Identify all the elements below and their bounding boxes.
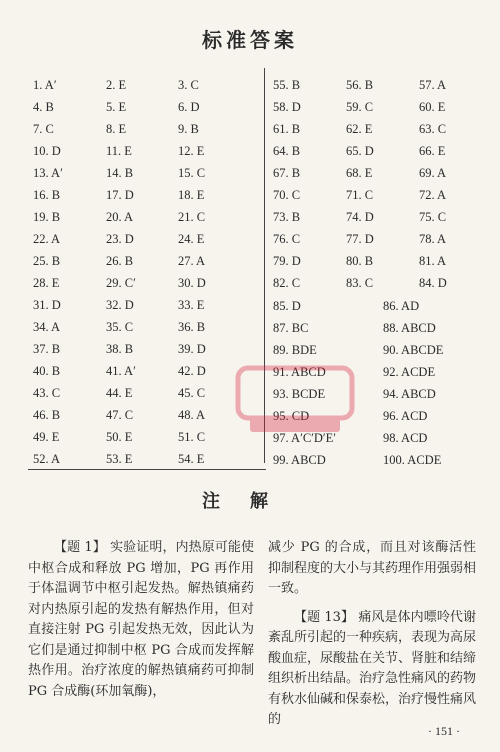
answer-item: 47. C xyxy=(106,408,134,422)
answer-item: 5. E xyxy=(106,100,127,114)
answer-item: 42. D xyxy=(178,364,206,378)
answer-grid xyxy=(0,72,500,467)
answer-item: 99. ABCD xyxy=(273,453,326,467)
answer-item: 94. ABCD xyxy=(383,387,436,401)
answer-item: 74. D xyxy=(346,210,374,224)
answer-item: 23. D xyxy=(106,232,134,246)
answer-item: 87. BC xyxy=(273,321,309,335)
answer-item: 71. C xyxy=(346,188,374,202)
answer-item: 15. C xyxy=(178,166,206,180)
answer-item: 90. ABCDE xyxy=(383,343,444,357)
answer-item: 76. C xyxy=(273,232,301,246)
answer-item: 19. B xyxy=(33,210,61,224)
answer-item: 27. A xyxy=(178,254,206,268)
answer-item: 3. C xyxy=(178,78,199,92)
answer-item: 32. D xyxy=(106,298,134,312)
answer-item: 51. C xyxy=(178,430,206,444)
answers-bottom-rule xyxy=(28,469,266,470)
note-question-1-continued: 减少 PG 的合成，而且对该酶活性抑制程度的大小与其药理作用强弱相一致。 xyxy=(268,540,477,596)
answer-item: 89. BDE xyxy=(273,343,317,357)
answer-item: 88. ABCD xyxy=(383,321,436,335)
answer-item: 69. A xyxy=(419,166,447,180)
answer-item: 30. D xyxy=(178,276,206,290)
answer-item: 60. E xyxy=(419,100,446,114)
answer-item: 56. B xyxy=(346,78,374,92)
answer-item: 14. B xyxy=(106,166,134,180)
answer-item: 6. D xyxy=(178,100,200,114)
answer-item: 75. C xyxy=(419,210,447,224)
answer-item: 7. C xyxy=(33,122,54,136)
answer-item: 54. E xyxy=(178,452,205,466)
answer-item: 34. A xyxy=(33,320,61,334)
answers-title: 标准答案 xyxy=(202,28,298,52)
answer-item: 28. E xyxy=(33,276,60,290)
answer-item: 43. C xyxy=(33,386,61,400)
answer-item: 73. B xyxy=(273,210,301,224)
answer-item: 59. C xyxy=(346,100,374,114)
answer-item: 22. A xyxy=(33,232,61,246)
answer-item: 57. A xyxy=(419,78,447,92)
answer-item: 80. B xyxy=(346,254,374,268)
answer-item: 77. D xyxy=(346,232,374,246)
answer-item: 36. B xyxy=(178,320,206,334)
answer-item: 95. CD xyxy=(273,409,310,423)
answer-item: 82. C xyxy=(273,276,301,290)
answer-item: 92. ACDE xyxy=(383,365,436,379)
answer-item: 49. E xyxy=(33,430,60,444)
answer-item: 61. B xyxy=(273,122,301,136)
answer-item: 31. D xyxy=(33,298,61,312)
answer-item: 100. ACDE xyxy=(383,453,442,467)
answer-item: 52. A xyxy=(33,452,61,466)
answer-item: 37. B xyxy=(33,342,61,356)
answer-item: 64. B xyxy=(273,144,301,158)
answer-item: 44. E xyxy=(106,386,133,400)
answer-item: 25. B xyxy=(33,254,61,268)
answer-item: 48. A xyxy=(178,408,206,422)
answer-item: 67. B xyxy=(273,166,301,180)
answer-item: 38. B xyxy=(106,342,134,356)
answer-item: 21. C xyxy=(178,210,206,224)
answer-item: 29. C′ xyxy=(106,276,136,290)
notes-title: 注解 xyxy=(202,491,298,512)
answer-item: 24. E xyxy=(178,232,205,246)
answer-item: 46. B xyxy=(33,408,61,422)
answer-item: 86. AD xyxy=(383,299,420,313)
answer-item: 18. E xyxy=(178,188,205,202)
answer-item: 55. B xyxy=(273,78,301,92)
answer-item: 9. B xyxy=(178,122,199,136)
note-question-13: 【题 13】 痛风是体内嘌呤代谢紊乱所引起的一种疾病，表现为高尿酸血症，尿酸盐在关节、肾脏和结缔组织析出结晶。治疗急性痛风的药物有秋水仙碱和保泰松，治疗慢性痛风的 xyxy=(268,609,477,727)
answer-item: 41. A′ xyxy=(106,364,136,378)
answer-item: 35. C xyxy=(106,320,134,334)
answer-item: 78. A xyxy=(419,232,447,246)
answer-item: 65. D xyxy=(346,144,374,158)
answer-item: 63. C xyxy=(419,122,447,136)
answer-item: 91. ABCD xyxy=(273,365,326,379)
answer-item: 12. E xyxy=(178,144,205,158)
answer-item: 10. D xyxy=(33,144,61,158)
answer-item: 84. D xyxy=(419,276,447,290)
answer-item: 53. E xyxy=(106,452,133,466)
answer-item: 96. ACD xyxy=(383,409,428,423)
answer-item: 33. E xyxy=(178,298,205,312)
answer-item: 70. C xyxy=(273,188,301,202)
answer-item: 93. BCDE xyxy=(273,387,326,401)
answer-item: 13. A′ xyxy=(33,166,63,180)
answer-item: 11. E xyxy=(106,144,132,158)
note-question-1: 【题 1】 实验证明，内热原可能使中枢合成和释放 PG 增加，PG 再作用于体温调节中枢引起发热。解热镇痛药对内热原引起的发热有解热作用，但对直接注射 PG 引起发热无效，因此认为它们是通过抑制中枢 PG 合成而发挥解热作用。治疗浓度的解热镇痛药可抑制 PG 合成酶(环加氧酶)， xyxy=(28,540,254,699)
answer-item: 26. B xyxy=(106,254,134,268)
answer-item: 1. A′ xyxy=(33,78,57,92)
answer-item: 40. B xyxy=(33,364,61,378)
answer-item: 8. E xyxy=(106,122,127,136)
answer-item: 45. C xyxy=(178,386,206,400)
answer-item: 4. B xyxy=(33,100,54,114)
answer-item: 62. E xyxy=(346,122,373,136)
answer-item: 39. D xyxy=(178,342,206,356)
answer-item: 79. D xyxy=(273,254,301,268)
answer-item: 17. D xyxy=(106,188,134,202)
answer-item: 50. E xyxy=(106,430,133,444)
answer-item: 68. E xyxy=(346,166,373,180)
answer-item: 85. D xyxy=(273,299,301,313)
page-number: · 151 · xyxy=(428,724,460,738)
answer-item: 2. E xyxy=(106,78,127,92)
answer-item: 98. ACD xyxy=(383,431,428,445)
notes-right-column xyxy=(268,538,476,731)
answer-item: 66. E xyxy=(419,144,446,158)
answer-item: 81. A xyxy=(419,254,447,268)
column-divider xyxy=(264,68,265,463)
answer-item: 20. A xyxy=(106,210,134,224)
answer-item: 16. B xyxy=(33,188,61,202)
answer-item: 72. A xyxy=(419,188,447,202)
answer-item: 97. A′C′D′E′ xyxy=(273,431,337,445)
answer-item: 58. D xyxy=(273,100,301,114)
answer-item: 83. C xyxy=(346,276,374,290)
notes-left-column xyxy=(28,538,254,702)
